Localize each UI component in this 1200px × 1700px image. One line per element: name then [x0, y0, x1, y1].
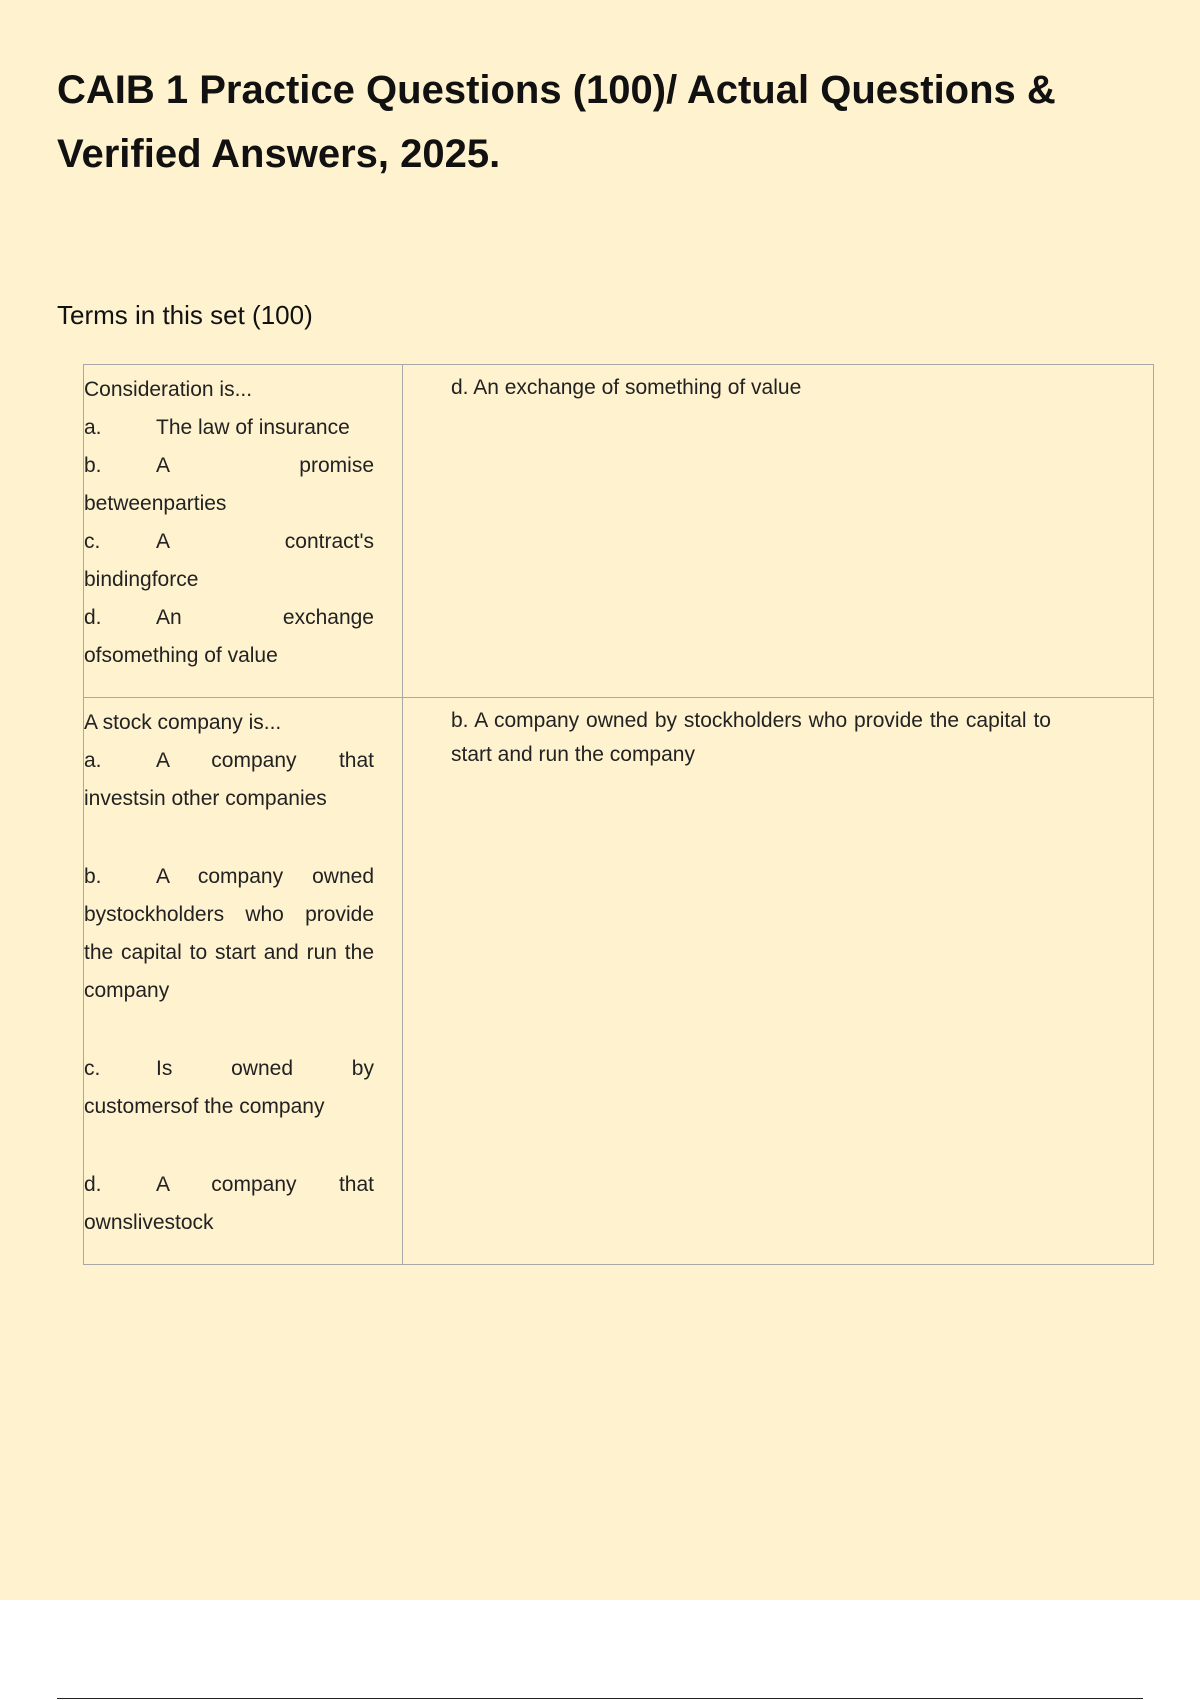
- option-d: [84, 599, 374, 675]
- question-text: A stock company is...: [84, 711, 282, 734]
- option-c: [84, 523, 374, 599]
- option-text: The law of insurance: [156, 416, 350, 439]
- question-cell: [84, 365, 403, 698]
- option-letter: b.: [84, 454, 102, 477]
- term-row: [84, 698, 1154, 1265]
- footer-divider: [57, 1698, 1143, 1699]
- option-text: A company that ownslivestock: [84, 1173, 374, 1234]
- option-letter: a.: [84, 749, 102, 772]
- option-letter: d.: [84, 1173, 102, 1196]
- option-letter: c.: [84, 1057, 101, 1080]
- option-text: A contract's bindingforce: [84, 530, 374, 591]
- option-b: [84, 447, 374, 523]
- answer-cell: [403, 365, 1154, 698]
- option-text: A promise betweenparties: [84, 454, 374, 515]
- option-text: Is owned by customersof the company: [84, 1057, 374, 1118]
- answer-text: b. A company owned by stockholders who provide the capital to start and run the company: [451, 709, 1051, 766]
- option-text: An exchange ofsomething of value: [84, 606, 374, 667]
- option-text: A company that investsin other companies: [84, 749, 374, 810]
- set-heading: Terms in this set (100): [57, 300, 313, 330]
- terms-table: [83, 364, 1154, 1265]
- option-letter: b.: [84, 865, 102, 888]
- answer-cell: [403, 698, 1154, 1265]
- option-d: [84, 1166, 374, 1242]
- option-c: [84, 1050, 374, 1126]
- option-letter: a.: [84, 416, 102, 439]
- term-row: [84, 365, 1154, 698]
- option-a: [84, 409, 374, 447]
- option-text: A company owned bystockholders who provide the capital to start and run the company: [84, 865, 374, 1002]
- option-letter: c.: [84, 530, 101, 553]
- option-b: [84, 858, 374, 1010]
- option-letter: d.: [84, 606, 102, 629]
- document-title: CAIB 1 Practice Questions (100)/ Actual Questions & Verified Answers, 2025.: [57, 68, 1056, 176]
- answer-text: d. An exchange of something of value: [451, 376, 802, 399]
- question-text: Consideration is...: [84, 378, 253, 401]
- option-a: [84, 742, 374, 818]
- question-cell: [84, 698, 403, 1265]
